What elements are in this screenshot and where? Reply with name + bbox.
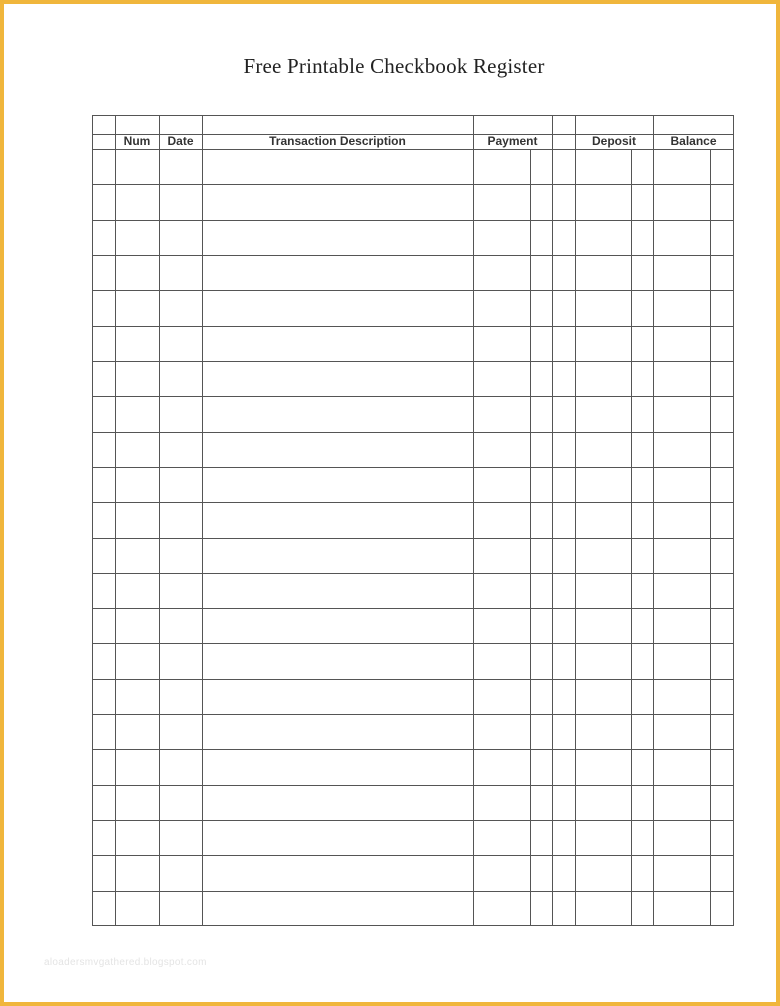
header-balance: Balance bbox=[670, 134, 717, 148]
register-outer-border bbox=[93, 116, 734, 926]
header-payment: Payment bbox=[487, 134, 538, 148]
register-grid bbox=[92, 115, 734, 926]
watermark-text: aloadersmvgathered.blogspot.com bbox=[44, 957, 207, 968]
header-transaction-description: Transaction Description bbox=[269, 134, 406, 148]
checkbook-register-table bbox=[92, 115, 734, 926]
header-date: Date bbox=[167, 134, 194, 148]
header-deposit: Deposit bbox=[591, 134, 636, 148]
header-num: Num bbox=[123, 134, 151, 148]
page-title: Free Printable Checkbook Register bbox=[243, 54, 545, 78]
